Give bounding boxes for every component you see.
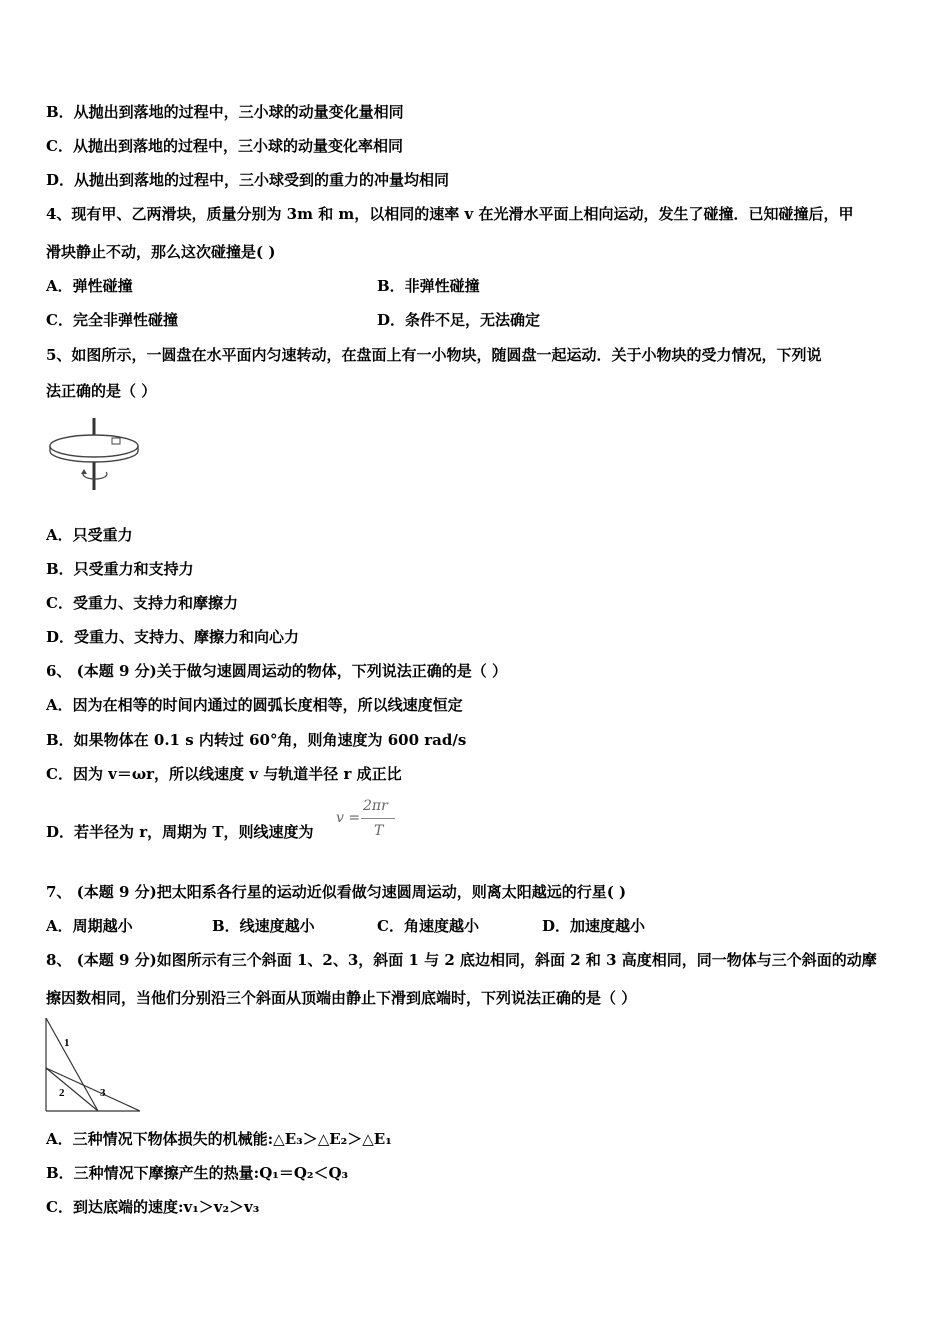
q7-option-a: A．周期越小 — [46, 917, 133, 935]
q7-option-b: B．线速度越小 — [212, 917, 315, 935]
q3-option-b: B．从抛出到落地的过程中，三小球的动量变化量相同 — [46, 103, 404, 121]
q5-stem-line2: 法正确的是（ ） — [46, 382, 157, 400]
q8-stem-line1: 8、 (本题 9 分)如图所示有三个斜面 1、2、3，斜面 1 与 2 底边相同，斜面 2 和 3 高度相同，同一物体与三个斜面的动摩 — [46, 951, 877, 969]
q6-stem: 6、 (本题 9 分)关于做匀速圆周运动的物体，下列说法正确的是（ ） — [46, 662, 507, 680]
q4-option-d: D．条件不足，无法确定 — [377, 311, 541, 329]
q7-option-c: C．角速度越小 — [377, 917, 479, 935]
q8-option-c: C．到达底端的速度:v₁＞v₂＞v₃ — [46, 1198, 260, 1216]
formula-lhs: v = — [336, 810, 361, 826]
q4-option-a: A．弹性碰撞 — [46, 277, 133, 295]
linear-speed-formula — [336, 798, 400, 846]
formula-denominator: T — [374, 823, 384, 839]
incline-label-2: 2 — [59, 1087, 65, 1099]
incline-label-1: 1 — [64, 1037, 70, 1049]
q8-option-a: A．三种情况下物体损失的机械能:△E₃＞△E₂＞△E₁ — [46, 1130, 392, 1148]
q5-option-d: D．受重力、支持力、摩擦力和向心力 — [46, 628, 300, 646]
q7-option-d: D．加速度越小 — [542, 917, 646, 935]
q4-option-c: C．完全非弹性碰撞 — [46, 311, 178, 329]
incline-label-3: 3 — [100, 1087, 106, 1099]
q5-stem-line1: 5、如图所示，一圆盘在水平面内匀速转动，在盘面上有一小物块，随圆盘一起运动．关于小物块的受力情况，下列说 — [46, 346, 822, 364]
rotating-disk-figure — [46, 414, 142, 494]
q3-option-c: C．从抛出到落地的过程中，三小球的动量变化率相同 — [46, 137, 403, 155]
three-inclines-figure — [44, 1016, 142, 1114]
formula-numerator: 2πr — [363, 798, 388, 814]
q5-option-b: B．只受重力和支持力 — [46, 560, 194, 578]
q4-option-b: B．非弹性碰撞 — [377, 277, 480, 295]
q6-option-d: D．若半径为 r，周期为 T，则线速度为 — [46, 823, 314, 841]
q8-stem-line2: 擦因数相同，当他们分别沿三个斜面从顶端由静止下滑到底端时，下列说法正确的是（ ） — [46, 989, 637, 1007]
q7-stem: 7、 (本题 9 分)把太阳系各行星的运动近似看做匀速圆周运动，则离太阳越远的行星( ) — [46, 883, 627, 901]
q6-option-c: C．因为 v＝ωr，所以线速度 v 与轨道半径 r 成正比 — [46, 765, 402, 783]
q6-option-a: A．因为在相等的时间内通过的圆弧长度相等，所以线速度恒定 — [46, 696, 463, 714]
q4-stem-line2: 滑块静止不动，那么这次碰撞是( ) — [46, 243, 276, 261]
q6-option-b: B．如果物体在 0.1 s 内转过 60°角，则角速度为 600 rad/s — [46, 731, 467, 749]
q5-option-c: C．受重力、支持力和摩擦力 — [46, 594, 238, 612]
q5-option-a: A．只受重力 — [46, 526, 133, 544]
q4-stem-line1: 4、现有甲、乙两滑块，质量分别为 3m 和 m，以相同的速率 v 在光滑水平面上相向运动，发生了碰撞．已知碰撞后，甲 — [46, 205, 854, 223]
q3-option-d: D．从抛出到落地的过程中，三小球受到的重力的冲量均相同 — [46, 171, 450, 189]
fraction-bar — [361, 818, 395, 819]
q8-option-b: B．三种情况下摩擦产生的热量:Q₁＝Q₂＜Q₃ — [46, 1164, 349, 1182]
